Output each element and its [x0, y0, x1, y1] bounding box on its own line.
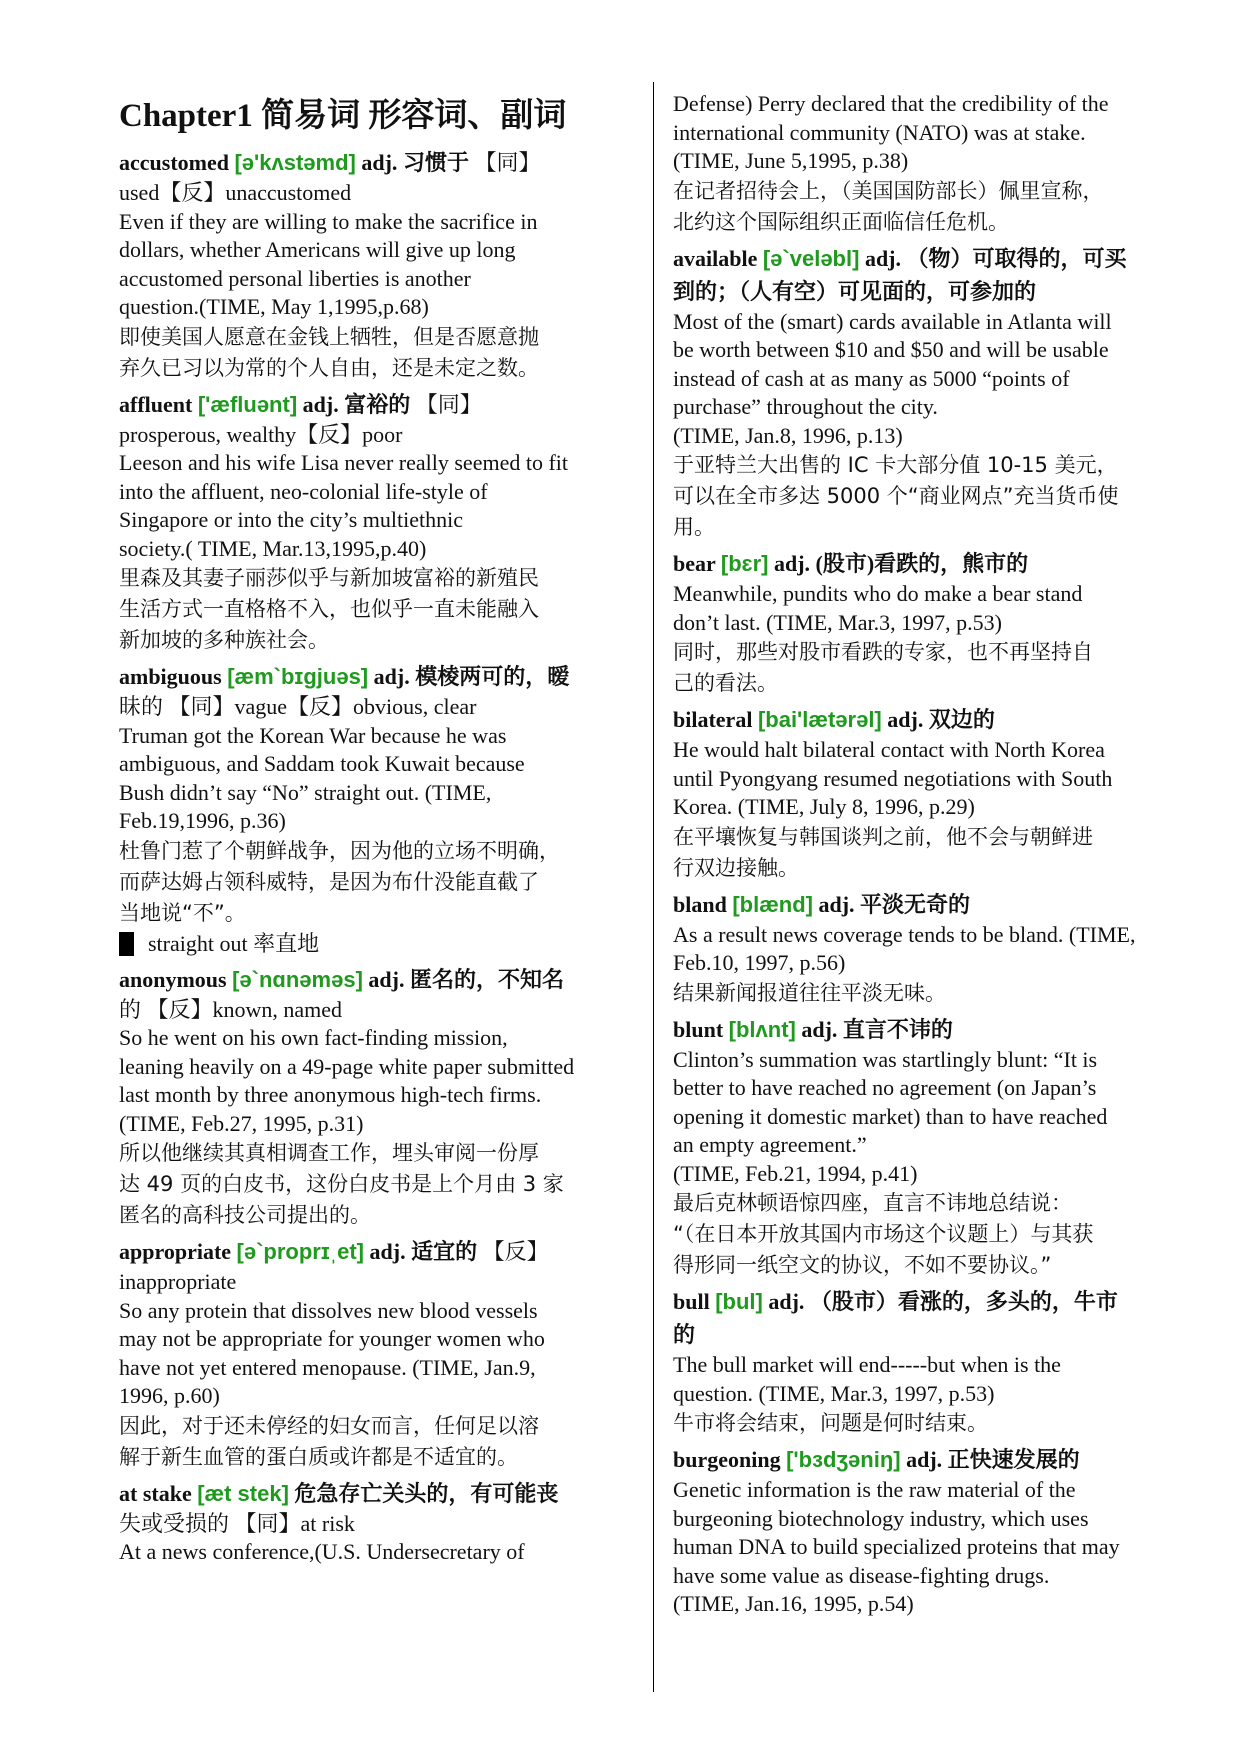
headword: blunt — [673, 1016, 724, 1042]
entry-headword-line — [673, 888, 1198, 921]
translation-line: 生活方式一直格格不入，也似乎一直未能融入 — [119, 597, 539, 621]
left-column — [119, 96, 639, 1567]
example-line: Clinton’s summation was startlingly blunt: “It is — [673, 1046, 1098, 1072]
headword: accustomed — [119, 150, 229, 175]
part-of-speech: adj. — [818, 891, 855, 917]
part-of-speech: adj. — [773, 551, 811, 576]
translation-line: 因此，对于还未停经的妇女而言，任何足以溶 — [119, 1413, 539, 1438]
meaning: 双边的 — [928, 707, 995, 732]
example-line: accustomed personal liberties is another — [119, 265, 471, 291]
example-line: question. (TIME, Mar.3, 1997, p.53) — [673, 1380, 995, 1406]
example-line: Meanwhile, pundits who do make a bear stand — [673, 581, 1083, 606]
entry-bland — [673, 888, 1198, 1009]
entry-headword-line — [119, 963, 639, 996]
entry-affluent — [119, 388, 639, 657]
translation-line: 达 49 页的白皮书，这份白皮书是上个月由 3 家 — [119, 1172, 564, 1196]
example-line: At a news conference,(U.S. Undersecretary of — [119, 1539, 525, 1564]
meaning: （物）可取得的，可买 — [906, 245, 1127, 271]
headword: bland — [673, 891, 727, 917]
headword: anonymous — [119, 966, 227, 992]
meaning: 平淡无奇的 — [860, 891, 971, 917]
phrase-text: straight out 率直地 — [148, 930, 320, 956]
entry-headword-line — [673, 547, 1198, 580]
translation-line: 同时，那些对股市看跌的专家，也不再坚持自 — [673, 640, 1093, 664]
meaning: 习惯于 — [402, 150, 469, 175]
part-of-speech: adj. — [906, 1447, 943, 1472]
entry-headword-line — [119, 388, 639, 421]
example-line: Feb.19,1996, p.36) — [119, 808, 286, 833]
example-line: (TIME, June 5,1995, p.38) — [673, 148, 909, 173]
example-line: question.(TIME, May 1,1995,p.68) — [119, 294, 429, 319]
meaning: 匿名的，不知名 — [409, 966, 564, 992]
meaning: 模棱两可的，暧 — [415, 664, 570, 689]
translation-line: 在平壤恢复与韩国谈判之前，他不会与朝鲜进 — [673, 824, 1093, 849]
example-line: 1996, p.60) — [119, 1383, 220, 1408]
part-of-speech: adj. — [864, 245, 901, 271]
example-line: Even if they are willing to make the sacrifice in — [119, 208, 538, 234]
example-line: leaning heavily on a 49-page white paper submitted — [119, 1053, 575, 1079]
phonetic: [blænd] — [732, 891, 813, 917]
example-line: don’t last. (TIME, Mar.3, 1997, p.53) — [673, 609, 1002, 635]
entry-appropriate — [119, 1235, 639, 1473]
example-line: Korea. (TIME, July 8, 1996, p.29) — [673, 794, 975, 819]
phonetic: ['bɜdʒəniŋ] — [786, 1447, 901, 1472]
translation-line: 最后克林顿语惊四座，直言不讳地总结说： — [673, 1191, 1072, 1215]
translation-line: 杜鲁门惹了个朝鲜战争，因为他的立场不明确， — [119, 838, 560, 863]
phonetic: [ə`proprɪˌet] — [236, 1239, 365, 1264]
part-of-speech: adj. — [369, 1239, 406, 1264]
phonetic: [bɛr] — [720, 551, 769, 576]
entry-headword-line — [673, 242, 1198, 275]
entry-blunt — [673, 1013, 1198, 1282]
phonetic: [ə`veləbl] — [762, 245, 860, 271]
headword: burgeoning — [673, 1447, 781, 1472]
example-line: So any protein that dissolves new blood vessels — [119, 1297, 538, 1323]
meaning: 适宜的 — [411, 1239, 478, 1264]
translation-line: 所以他继续其真相调查工作，埋头审阅一份厚 — [119, 1141, 539, 1165]
entry-bilateral — [673, 703, 1198, 884]
entry-burgeoning — [673, 1443, 1198, 1619]
example-line: until Pyongyang resumed negotiations with South — [673, 765, 1113, 791]
phonetic: [bai'lætərəl] — [757, 707, 882, 732]
entry-accustomed — [119, 146, 639, 384]
example-line: As a result news coverage tends to be bland. (TIME, — [673, 921, 1136, 947]
entry-line: 的 【反】known, named — [119, 996, 343, 1022]
entry-headword-line — [119, 1235, 639, 1268]
example-line: into the affluent, neo-colonial life-style of — [119, 478, 488, 504]
translation-line: 即使美国人愿意在金钱上牺牲，但是否愿意抛 — [119, 324, 539, 349]
example-line: Most of the (smart) cards available in Atlanta will — [673, 308, 1112, 334]
right-entries — [673, 242, 1198, 1619]
phonetic: [ə'kʌstəmd] — [234, 150, 356, 175]
entry-headword-line — [673, 703, 1198, 736]
translation-line: 得形同一纸空文的协议，不如不要协议。” — [673, 1253, 1052, 1277]
part-of-speech: adj. — [302, 391, 339, 417]
example-line: may not be appropriate for younger women who — [119, 1326, 545, 1351]
translation-line: 当地说“不”。 — [119, 900, 246, 925]
example-line: purchase” throughout the city. — [673, 394, 938, 419]
meaning: 正快速发展的 — [947, 1447, 1080, 1472]
example-line: burgeoning biotechnology industry, which uses — [673, 1505, 1089, 1531]
example-line: dollars, whether Americans will give up long — [119, 237, 516, 262]
translation-line: 匿名的高科技公司提出的。 — [119, 1203, 371, 1227]
translation-line: 己的看法。 — [673, 671, 778, 695]
translation-line: 新加坡的多种族社会。 — [119, 628, 329, 652]
entry-headword-line — [119, 1477, 639, 1510]
example-line: Defense) Perry declared that the credibility of the — [673, 91, 1109, 116]
meaning: （股市）看涨的，多头的，牛市 — [809, 1289, 1118, 1314]
translation-line: 结果新闻报道往往平淡无味。 — [673, 980, 946, 1005]
right-column-lead — [673, 90, 1198, 238]
translation-line: “（在日本开放其国内市场这个议题上）与其获 — [673, 1222, 1094, 1246]
part-of-speech: adj. — [368, 966, 405, 992]
example-line: (TIME, Jan.8, 1996, p.13) — [673, 422, 903, 448]
headword: at stake — [119, 1480, 192, 1506]
entry-meaning-continued: 到的；（人有空）可见面的，可参加的 — [673, 278, 1037, 304]
translation-line: 牛市将会结束，问题是何时结束。 — [673, 1411, 988, 1435]
example-line: human DNA to build specialized proteins that may — [673, 1534, 1120, 1559]
meaning: (股市)看跌的，熊市的 — [815, 551, 1029, 576]
phonetic: [bul] — [715, 1289, 763, 1314]
translation-line: 用。 — [673, 515, 715, 539]
phonetic: ['æfluənt] — [197, 391, 298, 417]
phrase-line — [119, 929, 639, 959]
right-column — [673, 90, 1198, 1619]
meaning: 危急存亡关头的，有可能丧 — [294, 1480, 559, 1506]
entry-line: used【反】unaccustomed — [119, 180, 352, 205]
column-divider — [653, 82, 654, 1692]
example-line: The bull market will end-----but when is the — [673, 1352, 1061, 1377]
entry-at-stake — [119, 1477, 639, 1567]
example-line: So he went on his own fact-finding mission, — [119, 1025, 508, 1050]
example-line: have not yet entered menopause. (TIME, Jan.9, — [119, 1354, 536, 1380]
entry-bull — [673, 1285, 1198, 1439]
entry-ambiguous — [119, 660, 639, 959]
entry-headword-line — [673, 1285, 1198, 1318]
phrase-marker-icon — [119, 932, 134, 956]
part-of-speech: adj. — [361, 150, 398, 175]
meaning: 富裕的 — [344, 391, 411, 417]
phonetic: [æm`bɪgjuəs] — [227, 664, 369, 689]
translation-line: 行双边接触。 — [673, 855, 799, 880]
headword: bilateral — [673, 707, 753, 732]
entry-headword-line — [119, 146, 639, 179]
headword: bear — [673, 551, 716, 576]
translation-line: 弃久已习以为常的个人自由，还是未定之数。 — [119, 355, 539, 380]
translation-line: 可以在全市多达 5000 个“商业网点”充当货币使 — [673, 484, 1119, 508]
example-line: Feb.10, 1997, p.56) — [673, 950, 846, 975]
example-line: an empty agreement.” — [673, 1132, 867, 1157]
translation-line: 而萨达姆占领科威特，是因为布什没能直截了 — [119, 869, 539, 894]
translation-line: 在记者招待会上，（美国国防部长）佩里宣称， — [673, 178, 1104, 203]
entry-available — [673, 242, 1198, 544]
part-of-speech: adj. — [801, 1016, 838, 1042]
headword: affluent — [119, 391, 193, 417]
entry-headword-line — [673, 1013, 1198, 1046]
example-line: (TIME, Feb.21, 1994, p.41) — [673, 1160, 918, 1186]
translation-line: 里森及其妻子丽莎似乎与新加坡富裕的新殖民 — [119, 566, 539, 590]
example-line: ambiguous, and Saddam took Kuwait because — [119, 751, 525, 776]
example-line: Genetic information is the raw material of the — [673, 1477, 1076, 1502]
headword: ambiguous — [119, 664, 222, 689]
example-line: international community (NATO) was at stake. — [673, 119, 1086, 145]
phonetic: [æt stek] — [197, 1480, 289, 1506]
left-entries — [119, 146, 639, 1567]
example-line: instead of cash at as many as 5000 “points of — [673, 365, 1070, 391]
entry-headword-line — [119, 660, 639, 693]
headword: bull — [673, 1289, 710, 1314]
entry-line: inappropriate — [119, 1269, 237, 1294]
example-line: opening it domestic market) than to have reached — [673, 1103, 1108, 1129]
example-line: last month by three anonymous high-tech firms. — [119, 1082, 542, 1107]
example-line: He would halt bilateral contact with North Korea — [673, 737, 1105, 762]
synonym-marker: 【同】 — [415, 391, 482, 417]
synonym-marker: 【反】 — [482, 1239, 549, 1264]
example-line: Truman got the Korean War because he was — [119, 722, 507, 748]
part-of-speech: adj. — [768, 1289, 805, 1314]
part-of-speech: adj. — [887, 707, 924, 732]
entry-anonymous — [119, 963, 639, 1232]
entry-bear — [673, 547, 1198, 699]
entry-line: 失或受损的 【同】at risk — [119, 1510, 355, 1536]
phonetic: [ə`nɑnəməs] — [232, 966, 363, 992]
synonym-marker: 【同】 — [474, 150, 541, 175]
example-line: (TIME, Jan.16, 1995, p.54) — [673, 1591, 914, 1616]
headword: available — [673, 245, 758, 271]
example-line: Leeson and his wife Lisa never really seemed to fit — [119, 450, 569, 475]
headword: appropriate — [119, 1239, 232, 1264]
example-line: Singapore or into the city’s multiethnic — [119, 507, 463, 532]
example-line: Bush didn’t say “No” straight out. (TIME, — [119, 779, 492, 805]
entry-line: 昧的 【同】vague【反】obvious, clear — [119, 694, 477, 719]
translation-line: 解于新生血管的蛋白质或许都是不适宜的。 — [119, 1444, 518, 1469]
example-line: (TIME, Feb.27, 1995, p.31) — [119, 1110, 364, 1136]
example-line: have some value as disease-fighting drugs. — [673, 1562, 1050, 1588]
entry-meaning-continued: 的 — [673, 1322, 696, 1347]
entry-line: prosperous, wealthy【反】poor — [119, 421, 403, 447]
translation-line: 北约这个国际组织正面临信任危机。 — [673, 209, 1009, 234]
example-line: be worth between $10 and $50 and will be usable — [673, 337, 1109, 362]
phonetic: [blʌnt] — [728, 1016, 796, 1042]
translation-line: 于亚特兰大出售的 IC 卡大部分值 10-15 美元， — [673, 453, 1118, 477]
chapter-title: Chapter1 简易词 形容词、副词 — [119, 98, 567, 134]
meaning: 直言不讳的 — [842, 1016, 953, 1042]
example-line: better to have reached no agreement (on Japan’s — [673, 1075, 1097, 1100]
entry-headword-line — [673, 1443, 1198, 1476]
example-line: society.( TIME, Mar.13,1995,p.40) — [119, 535, 427, 561]
part-of-speech: adj. — [373, 664, 410, 689]
